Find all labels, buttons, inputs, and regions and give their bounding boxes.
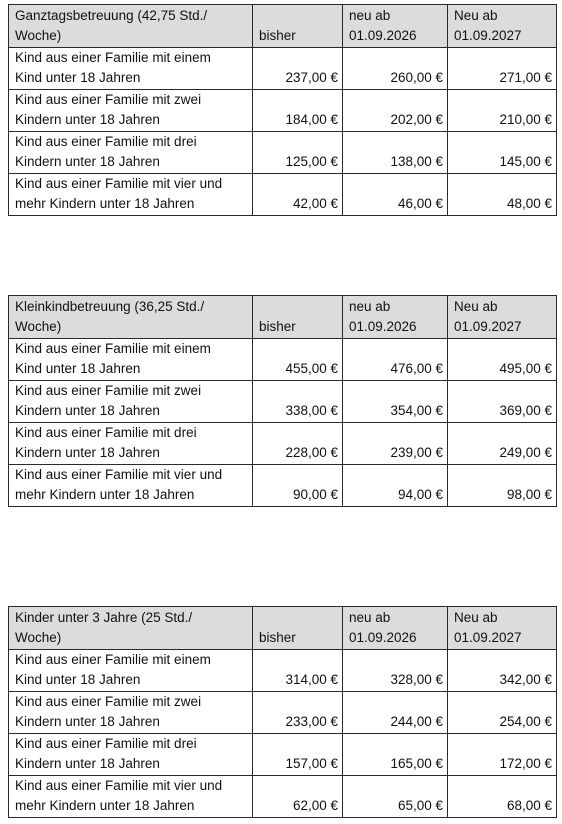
table-header-row [9, 5, 557, 48]
fee-bisher: 42,00 € [253, 174, 343, 216]
fee-bisher: 228,00 € [253, 423, 343, 465]
table-row [9, 48, 557, 90]
fee-2027: 342,00 € [448, 650, 557, 692]
table-row [9, 90, 557, 132]
row-label: Kind aus einer Familie mit drei Kindern unter 18 Jahren [9, 734, 253, 776]
row-label: Kind aus einer Familie mit einem Kind unter 18 Jahren [9, 650, 253, 692]
fee-table-unter-3 [8, 606, 557, 818]
fee-2027: 68,00 € [448, 776, 557, 818]
fee-2026: 260,00 € [343, 48, 448, 90]
fee-2027: 495,00 € [448, 339, 557, 381]
column-header-2026: neu ab 01.09.2026 [343, 5, 448, 48]
row-label: Kind aus einer Familie mit drei Kindern unter 18 Jahren [9, 132, 253, 174]
column-header-2026: neu ab 01.09.2026 [343, 607, 448, 650]
table-title: Kinder unter 3 Jahre (25 Std./ Woche) [9, 607, 253, 650]
fee-2026: 476,00 € [343, 339, 448, 381]
fee-2026: 244,00 € [343, 692, 448, 734]
table-row [9, 465, 557, 507]
fee-table-kleinkind [8, 295, 557, 507]
table-header-row [9, 607, 557, 650]
fee-bisher: 62,00 € [253, 776, 343, 818]
column-header-2026: neu ab 01.09.2026 [343, 296, 448, 339]
column-header-2027: Neu ab 01.09.2027 [448, 296, 557, 339]
fee-bisher: 237,00 € [253, 48, 343, 90]
fee-table-ganztag [8, 4, 557, 216]
fee-2026: 328,00 € [343, 650, 448, 692]
table-row [9, 423, 557, 465]
fee-2027: 369,00 € [448, 381, 557, 423]
table-header-row [9, 296, 557, 339]
table-row [9, 734, 557, 776]
fee-2027: 210,00 € [448, 90, 557, 132]
fee-2026: 138,00 € [343, 132, 448, 174]
table-row [9, 132, 557, 174]
row-label: Kind aus einer Familie mit vier und mehr Kindern unter 18 Jahren [9, 174, 253, 216]
table-row [9, 174, 557, 216]
table-row [9, 339, 557, 381]
fee-bisher: 233,00 € [253, 692, 343, 734]
fee-bisher: 125,00 € [253, 132, 343, 174]
fee-2026: 239,00 € [343, 423, 448, 465]
fee-2026: 165,00 € [343, 734, 448, 776]
column-header-2027: Neu ab 01.09.2027 [448, 607, 557, 650]
row-label: Kind aus einer Familie mit einem Kind unter 18 Jahren [9, 339, 253, 381]
row-label: Kind aus einer Familie mit zwei Kindern unter 18 Jahren [9, 381, 253, 423]
table-row [9, 650, 557, 692]
column-header-2027: Neu ab 01.09.2027 [448, 5, 557, 48]
fee-bisher: 314,00 € [253, 650, 343, 692]
fee-2027: 98,00 € [448, 465, 557, 507]
fee-2027: 254,00 € [448, 692, 557, 734]
column-header-bisher: bisher [253, 607, 343, 650]
fee-2027: 271,00 € [448, 48, 557, 90]
fee-bisher: 338,00 € [253, 381, 343, 423]
row-label: Kind aus einer Familie mit vier und mehr Kindern unter 18 Jahren [9, 776, 253, 818]
column-header-bisher: bisher [253, 5, 343, 48]
fee-bisher: 90,00 € [253, 465, 343, 507]
fee-2026: 46,00 € [343, 174, 448, 216]
fee-2026: 202,00 € [343, 90, 448, 132]
fee-2027: 145,00 € [448, 132, 557, 174]
row-label: Kind aus einer Familie mit zwei Kindern unter 18 Jahren [9, 692, 253, 734]
fee-2027: 172,00 € [448, 734, 557, 776]
column-header-bisher: bisher [253, 296, 343, 339]
table-row [9, 381, 557, 423]
table-row [9, 776, 557, 818]
fee-bisher: 455,00 € [253, 339, 343, 381]
row-label: Kind aus einer Familie mit einem Kind unter 18 Jahren [9, 48, 253, 90]
fee-2027: 249,00 € [448, 423, 557, 465]
fee-bisher: 184,00 € [253, 90, 343, 132]
table-row [9, 692, 557, 734]
row-label: Kind aus einer Familie mit drei Kindern unter 18 Jahren [9, 423, 253, 465]
fee-2026: 65,00 € [343, 776, 448, 818]
row-label: Kind aus einer Familie mit vier und mehr Kindern unter 18 Jahren [9, 465, 253, 507]
fee-2027: 48,00 € [448, 174, 557, 216]
table-title: Ganztagsbetreuung (42,75 Std./ Woche) [9, 5, 253, 48]
fee-2026: 94,00 € [343, 465, 448, 507]
table-title: Kleinkindbetreuung (36,25 Std./ Woche) [9, 296, 253, 339]
fee-bisher: 157,00 € [253, 734, 343, 776]
fee-2026: 354,00 € [343, 381, 448, 423]
row-label: Kind aus einer Familie mit zwei Kindern unter 18 Jahren [9, 90, 253, 132]
